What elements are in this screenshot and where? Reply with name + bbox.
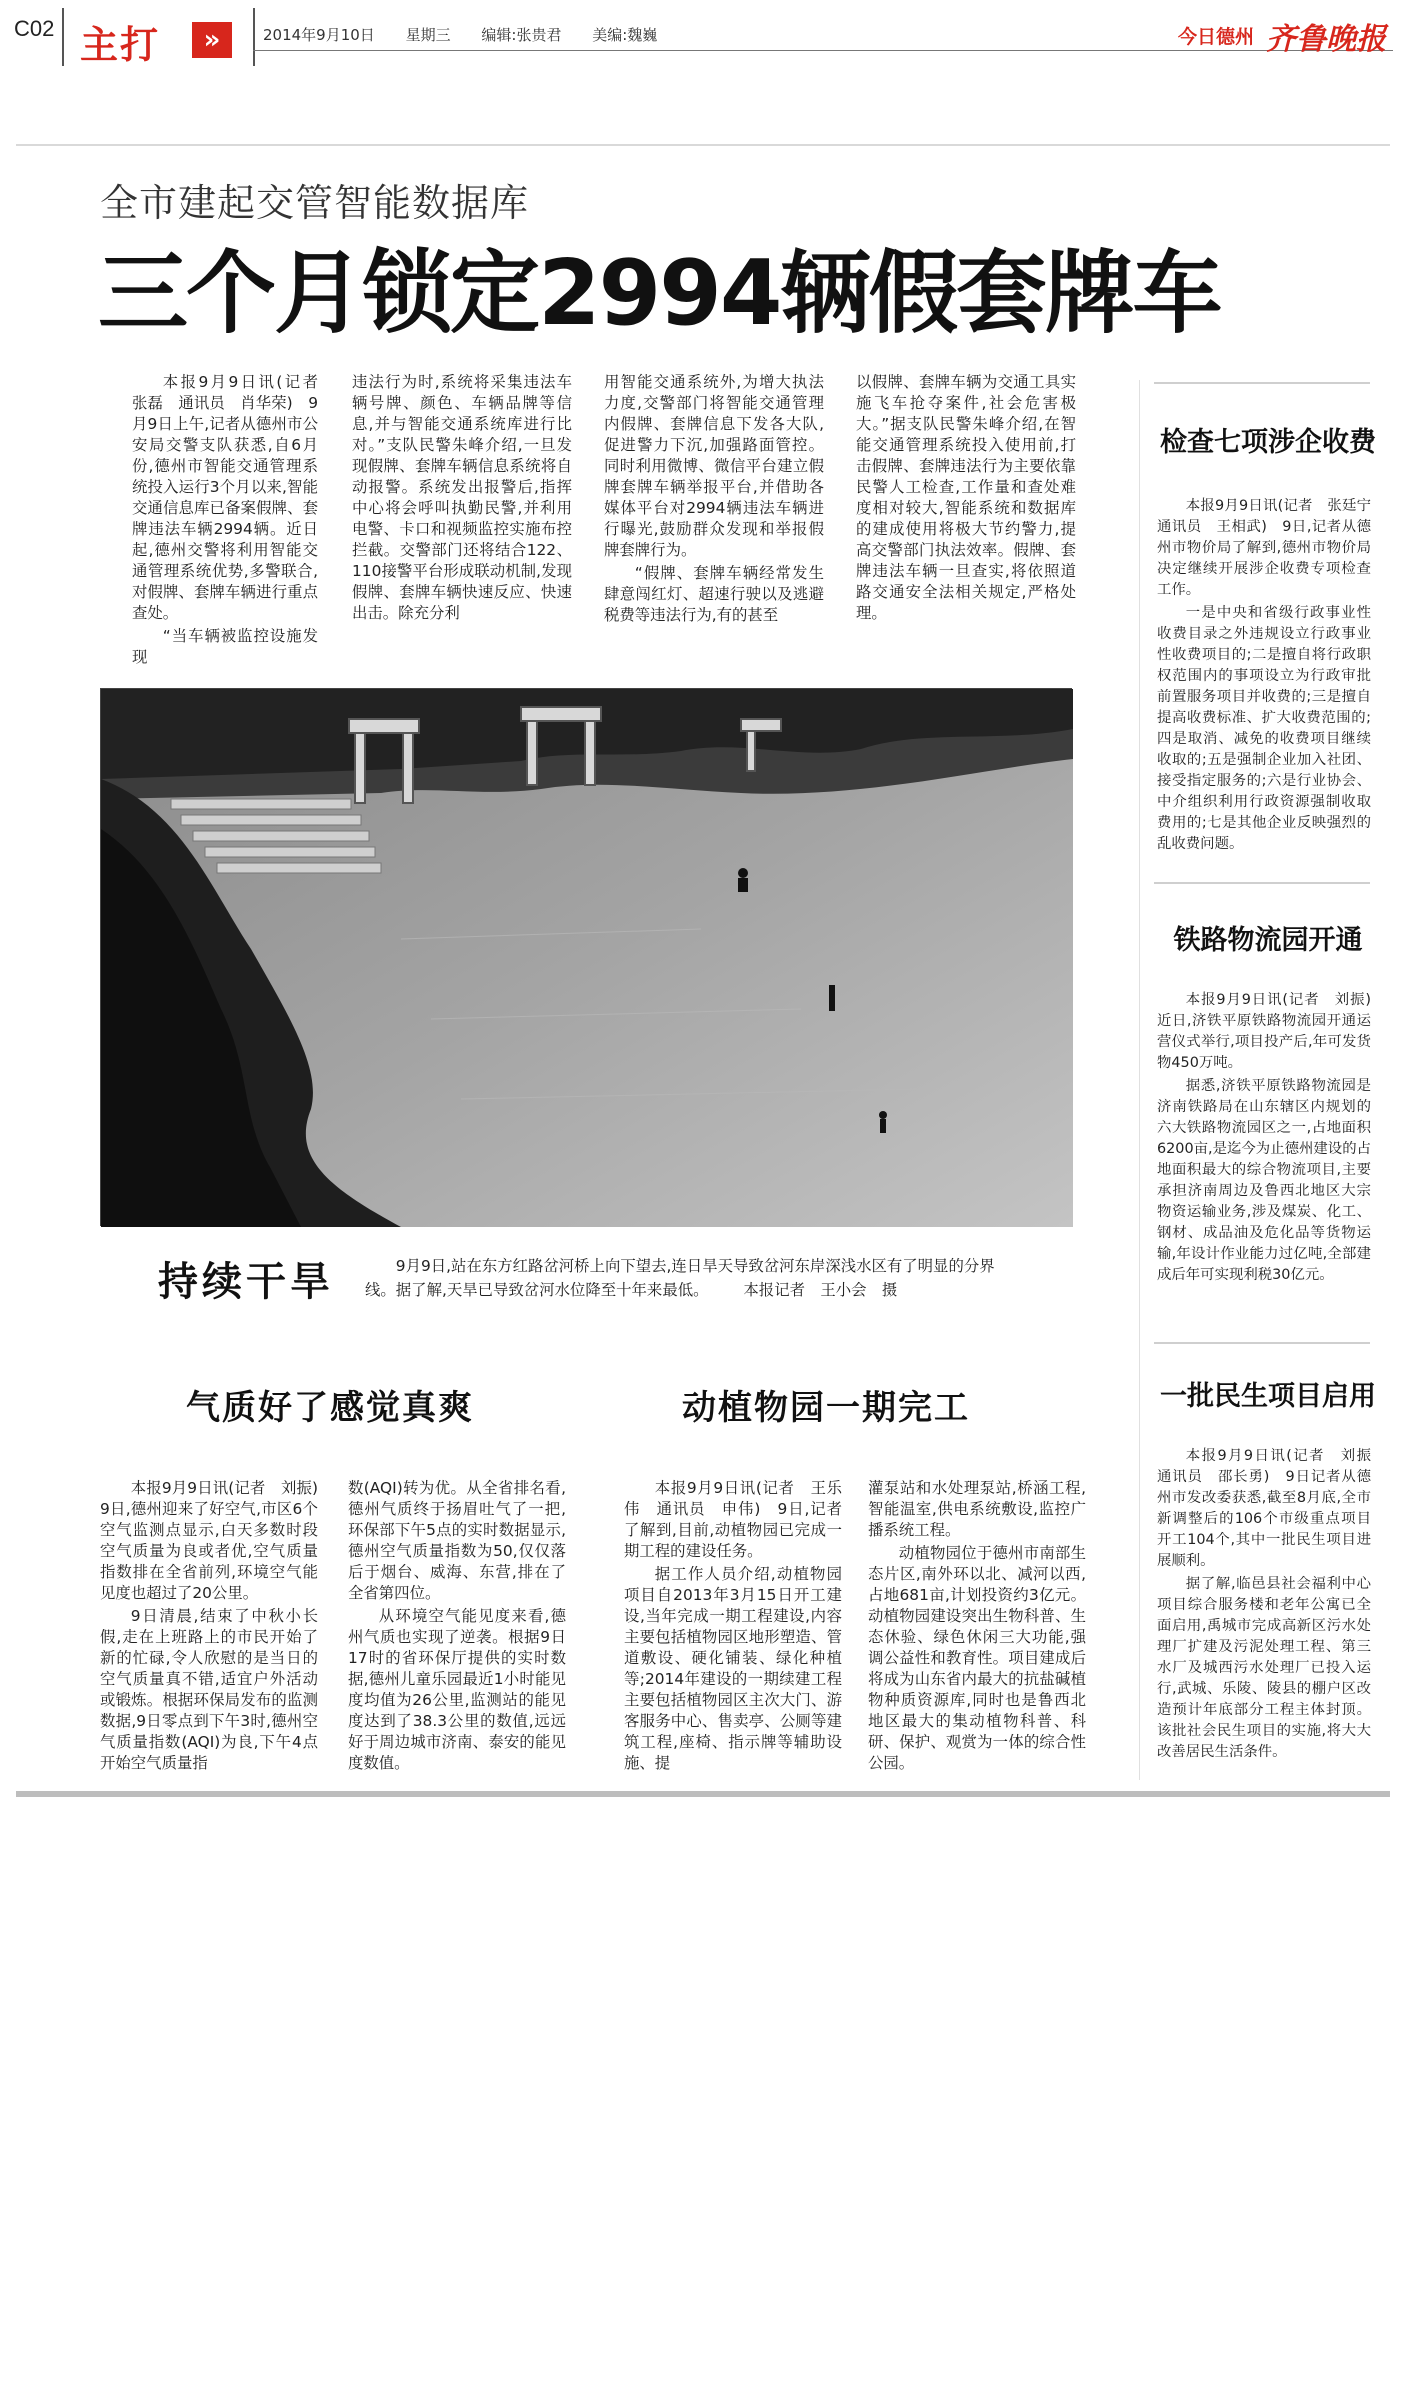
lead-column-2 bbox=[352, 372, 572, 637]
paragraph: 据了解,临邑县社会福利中心项目综合服务楼和老年公寓已全面启用,禹城市完成高新区污水处理厂扩建及污泥处理工程、第三水厂及城西污水处理厂已投入运行,武城、乐陵、陵县的棚户区改造预计年底部分工程主体封顶。该批社会民生项目的实施,将大大改善居民生活条件。 bbox=[1157, 1576, 1371, 1760]
paragraph: 9日清晨,结束了中秋小长假,走在上班路上的市民开始了新的忙碌,令人欣慰的是当日的空气质量真不错,适宜户外活动或锻炼。根据环保局发布的监测数据,9日零点到下午3时,德州空气质量指数(AQI)为良,下午4点开始空气质量指 bbox=[100, 1607, 318, 1772]
sidebar-rule bbox=[1154, 1342, 1370, 1344]
sidebar-rule bbox=[1154, 382, 1370, 384]
paragraph: 数(AQI)转为优。从全省排名看,德州气质终于扬眉吐气了一把,环保部下午5点的实时数据显示,德州空气质量指数为50,仅仅落后于烟台、威海、东营,排在了全省第四位。 bbox=[348, 1479, 566, 1602]
paragraph: 以假牌、套牌车辆为交通工具实施飞车抢夺案件,社会危害极大。”据支队民警朱峰介绍,在智能交通管理系统投入使用前,打击假牌、套牌违法行为主要依靠民警人工检查,工作量和查处难度相对较大,智能系统和数据库的建成使用将极大节约警力,提高交警部门执法效率。假牌、套牌违法车辆一旦查实,将依照道路交通安全法相关规定,严格处理。 bbox=[856, 373, 1076, 622]
paragraph: “假牌、套牌车辆经常发生肆意闯红灯、超速行驶以及逃避税费等违法行为,有的甚至 bbox=[604, 564, 824, 624]
top-rule bbox=[16, 144, 1390, 146]
caption-text: 9月9日,站在东方红路岔河桥上向下望去,连日旱天导致岔河东岸深浅水区有了明显的分界线。据了解,天旱已导致岔河水位降至十年来最低。 bbox=[365, 1257, 995, 1299]
paragraph: 本报9月9日讯(记者 刘振) 9日,德州迎来了好空气,市区6个空气监测点显示,白天多数时段空气质量为良或者优,空气质量指数排在全省前列,环境空气能见度也超过了20公里。 bbox=[100, 1479, 334, 1602]
zoo-column-2 bbox=[868, 1478, 1086, 1778]
paragraph: 从环境空气能见度来看,德州气质也实现了逆袭。根据9日17时的省环保厅提供的实时数据,德州儿童乐园最近1小时能见度均值为26公里,监测站的能见度达到了38.3公里的数值,远远好于周边城市济南、泰安的能见度数值。 bbox=[348, 1607, 566, 1772]
sidebar-headline-logistics: 铁路物流园开通 bbox=[1173, 925, 1363, 956]
lead-headline: 三个月锁定2994辆假套牌车 bbox=[98, 241, 1221, 346]
sidebar-divider bbox=[1139, 380, 1140, 1780]
paragraph: 本报9月9日讯(记者 张廷宁 通讯员 王相武) 9日,记者从德州市物价局了解到,德州市物价局决定继续开展涉企收费专项检查工作。 bbox=[1157, 498, 1386, 598]
air-column-1 bbox=[100, 1478, 334, 1778]
air-column-2 bbox=[348, 1478, 566, 1778]
header-divider bbox=[253, 8, 255, 66]
river-photo-illustration bbox=[101, 689, 1073, 1227]
issue-designer: 美编:魏巍 bbox=[592, 26, 658, 44]
paragraph: 本报9月9日讯(记者 王乐伟 通讯员 申伟) 9日,记者了解到,目前,动植物园已完成一期工程的建设任务。 bbox=[624, 1479, 842, 1560]
brand-sub: 今日德州 bbox=[1178, 26, 1255, 48]
paragraph: 动植物园位于德州市南部生态片区,南外环以北、减河以西,占地681亩,计划投资约3亿元。动植物园建设突出生物科普、生态休验、绿色休闲三大功能,强调公益性和教育性。项目建成后将成为山东省内最大的抗盐碱植物种质资源库,同时也是鲁西北地区最大的集动植物科普、科研、保护、观赏为一体的综合性公园。 bbox=[868, 1544, 1086, 1772]
sidebar-rule bbox=[1154, 882, 1370, 884]
sidebar-story-fees bbox=[1157, 496, 1386, 876]
paragraph: 据工作人员介绍,动植物园项目自2013年3月15日开工建设,当年完成一期工程建设,内容主要包括植物园区地形塑造、管道敷设、硬化铺装、绿化种植等;2014年建设的一期续建工程主要包括植物园区主次大门、游客服务中心、售卖亭、公厕等建筑工程,座椅、指示牌等辅助设施、提 bbox=[624, 1565, 842, 1772]
sidebar-story-logistics bbox=[1157, 990, 1386, 1330]
air-story-headline: 气质好了感觉真爽 bbox=[186, 1388, 474, 1428]
section-arrow-icon: » bbox=[192, 22, 232, 58]
sidebar-headline-livelihood: 一批民生项目启用 bbox=[1160, 1381, 1376, 1412]
header-rule bbox=[253, 50, 1393, 51]
paragraph: 本报9月9日讯(记者 刘振 通讯员 邵长勇) 9日记者从德州市发改委获悉,截至8月底,全市新调整后的106个市级重点项目开工104个,其中一批民生项目进展顺利。 bbox=[1157, 1448, 1386, 1569]
paragraph: 灌泵站和水处理泵站,桥涵工程,智能温室,供电系统敷设,监控广播系统工程。 bbox=[868, 1479, 1086, 1539]
issue-weekday: 星期三 bbox=[405, 26, 451, 44]
lead-column-4 bbox=[856, 372, 1076, 637]
section-name: 主打 bbox=[80, 23, 161, 67]
paragraph: 据悉,济铁平原铁路物流园是济南铁路局在山东辖区内规划的六大铁路物流园区之一,占地面积6200亩,是迄今为止德州建设的占地面积最大的综合物流项目,主要承担济南周边及鲁西北地区大宗物资运输业务,涉及煤炭、化工、钢材、成品油及危化品等货物运输,年设计作业能力过亿吨,全部建成后年可实现利税30亿元。 bbox=[1157, 1078, 1371, 1283]
issue-editor: 编辑:张贵君 bbox=[481, 26, 562, 44]
photo-title: 持续干旱 bbox=[158, 1259, 334, 1305]
paragraph: “当车辆被监控设施发现 bbox=[132, 627, 318, 666]
page-number: C02 bbox=[14, 16, 55, 41]
paragraph: 本报9月9日讯(记者 张磊 通讯员 肖华荣) 9月9日上午,记者从德州市公安局交警支队获悉,自6月份,德州市智能交通管理系统投入运行3个月以来,智能交通信息库已备案假牌、套牌违法车辆2994辆。近日起,德州交警将利用智能交通管理系统优势,多警联合,对假牌、套牌车辆进行重点查处。 bbox=[132, 373, 334, 622]
issue-date: 2014年9月10日 bbox=[263, 26, 375, 44]
lead-column-1 bbox=[132, 372, 334, 666]
photo-caption bbox=[365, 1254, 1007, 1302]
zoo-story-headline: 动植物园一期完工 bbox=[682, 1388, 970, 1428]
issue-meta bbox=[263, 24, 683, 45]
lead-column-3 bbox=[604, 372, 824, 637]
lead-kicker: 全市建起交管智能数据库 bbox=[100, 181, 530, 225]
header-divider bbox=[62, 8, 64, 66]
paragraph: 违法行为时,系统将采集违法车辆号牌、颜色、车辆品牌等信息,并与智能交通系统库进行比对。”支队民警朱峰介绍,一旦发现假牌、套牌车辆信息系统将自动报警。系统发出报警后,指挥中心将会呼叫执勤民警,并利用电警、卡口和视频监控实施布控拦截。交警部门还将结合122、110接警平台形成联动机制,发现假牌、套牌车辆快速反应、快速出击。除充分利 bbox=[352, 373, 572, 622]
news-photo bbox=[100, 688, 1072, 1226]
brand-logo: 齐鲁晚报 bbox=[1266, 22, 1386, 57]
photo-credit: 本报记者 王小会 摄 bbox=[743, 1281, 898, 1299]
paragraph: 一是中央和省级行政事业性收费目录之外违规设立行政事业性收费项目的;二是擅自将行政职权范围内的事项设立为行政审批前置服务项目并收费的;三是擅自提高收费标准、扩大收费范围的;四是取消、减免的收费项目继续收取的;五是强制企业加入社团、接受指定服务的;六是行业协会、中介组织利用行政资源强制收取费用的;七是其他企业反映强烈的乱收费问题。 bbox=[1157, 605, 1371, 852]
zoo-column-1 bbox=[624, 1478, 842, 1778]
page-header bbox=[0, 0, 1409, 82]
sidebar-story-livelihood bbox=[1157, 1446, 1386, 1780]
paragraph: 本报9月9日讯(记者 刘振) 近日,济铁平原铁路物流园开通运营仪式举行,项目投产后,年可发货物450万吨。 bbox=[1157, 992, 1386, 1071]
bottom-rule bbox=[16, 1791, 1390, 1797]
paragraph: 用智能交通系统外,为增大执法力度,交警部门将智能交通管理内假牌、套牌信息下发各大队,促进警力下沉,加强路面管控。同时利用微博、微信平台建立假牌套牌车辆举报平台,并借助各媒体平台对2994辆违法车辆进行曝光,鼓励群众发现和举报假牌套牌行为。 bbox=[604, 373, 824, 559]
sidebar-headline-fees: 检查七项涉企收费 bbox=[1160, 427, 1376, 458]
